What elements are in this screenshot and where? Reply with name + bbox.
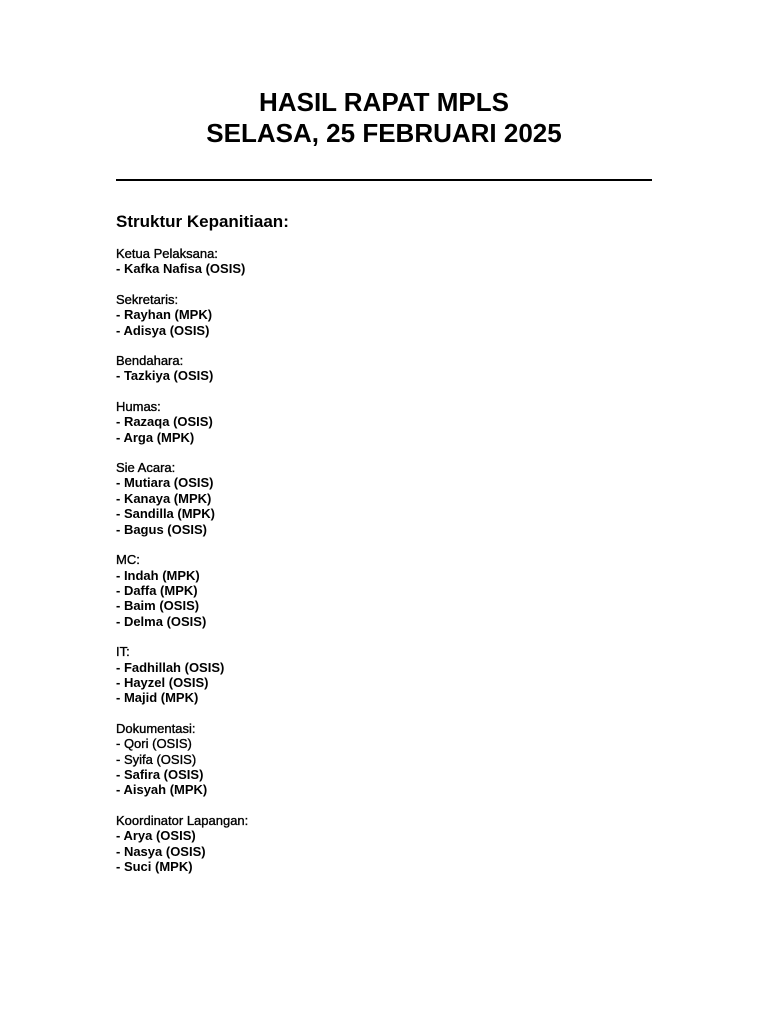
member-name: - Baim (OSIS) [116, 598, 200, 614]
member-name: - Daffa (MPK) [116, 582, 198, 598]
member-name: - Kanaya (MPK) [116, 490, 212, 506]
document-title-line-2: SELASA, 25 FEBRUARI 2025 [206, 118, 562, 148]
role-label: Humas: [116, 398, 161, 414]
role-block [116, 399, 676, 445]
member-name: - Hayzel (OSIS) [116, 674, 209, 690]
role-label: Sie Acara: [116, 460, 176, 476]
member-name: - Tazkiya (OSIS) [116, 368, 214, 384]
role-block [116, 292, 676, 338]
committee-roles-list [116, 246, 676, 889]
role-label: Dokumentasi: [116, 720, 196, 736]
role-label: Ketua Pelaksana: [116, 246, 218, 261]
member-name: - Syifa (OSIS) [116, 751, 197, 767]
member-name: - Sandilla (MPK) [116, 506, 215, 522]
document-title-line-1: HASIL RAPAT MPLS [259, 87, 509, 117]
role-label: Sekretaris: [116, 291, 179, 307]
member-name: - Mutiara (OSIS) [116, 475, 214, 491]
role-label: Koordinator Lapangan: [116, 812, 249, 828]
role-label: IT: [116, 644, 130, 660]
member-name: - Arya (OSIS) [116, 828, 196, 844]
member-name: - Aisyah (MPK) [116, 782, 208, 798]
member-name: - Arga (MPK) [116, 429, 195, 445]
member-name: - Indah (MPK) [116, 567, 200, 583]
role-block [116, 721, 676, 798]
role-label: MC: [116, 552, 140, 568]
role-block [116, 644, 676, 706]
role-label: Bendahara: [116, 353, 184, 369]
member-name: - Fadhillah (OSIS) [116, 659, 225, 675]
role-block [116, 813, 676, 875]
role-block [116, 353, 676, 384]
member-name: - Safira (OSIS) [116, 766, 204, 782]
role-block [116, 552, 676, 629]
member-name: - Kafka Nafisa (OSIS) [116, 261, 246, 277]
role-block [116, 460, 676, 537]
member-name: - Bagus (OSIS) [116, 521, 208, 537]
title-divider [116, 179, 652, 181]
member-name: - Qori (OSIS) [116, 736, 192, 752]
member-name: - Adisya (OSIS) [116, 322, 210, 338]
document-title [0, 87, 768, 149]
role-block [116, 246, 676, 277]
member-name: - Razaqa (OSIS) [116, 414, 213, 430]
member-name: - Delma (OSIS) [116, 613, 207, 629]
section-heading: Struktur Kepanitiaan: [116, 212, 289, 231]
member-name: - Suci (MPK) [116, 859, 193, 874]
member-name: - Nasya (OSIS) [116, 843, 206, 859]
member-name: - Majid (MPK) [116, 690, 199, 706]
member-name: - Rayhan (MPK) [116, 307, 213, 323]
